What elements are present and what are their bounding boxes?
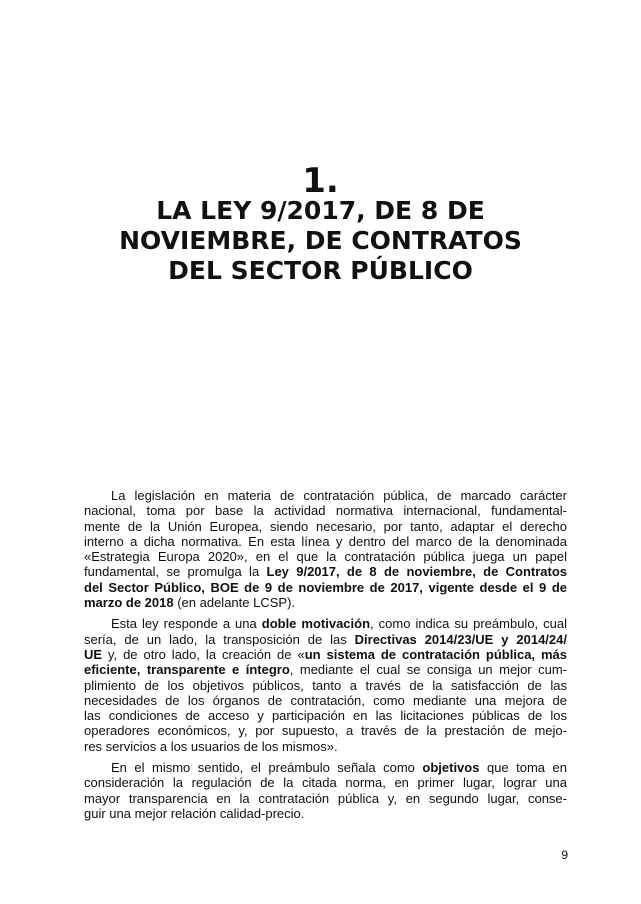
text-line xyxy=(84,616,567,631)
text-line xyxy=(84,488,567,503)
text-run: mente de la Unión Europea, siendo necesario, por tanto, adaptar el derecho xyxy=(84,518,567,534)
body-text xyxy=(84,488,567,827)
text-run: nacional, toma por base la actividad normativa internacional, fundamental- xyxy=(84,503,567,519)
text-run: La legislación en materia de contratación pública, de marcado carácter xyxy=(111,488,567,503)
bold-text: del Sector Público, BOE de 9 de noviembre de 2017, vigente desde el 9 de xyxy=(84,579,567,595)
bold-text: objetivos xyxy=(422,760,480,776)
text-run: consideración la regulación de la citada norma, en primer lugar, lograr una xyxy=(84,775,567,791)
text-line xyxy=(84,549,567,564)
bold-text: marzo de 2018 xyxy=(84,595,174,611)
chapter-title-line: LA LEY 9/2017, DE 8 DE xyxy=(156,196,485,225)
text-line xyxy=(84,632,567,647)
text-line xyxy=(84,503,567,518)
text-line xyxy=(84,534,567,549)
text-line xyxy=(84,708,567,723)
bold-text: un sistema de contratación pública, más xyxy=(304,646,567,662)
paragraph xyxy=(84,760,567,821)
text-line xyxy=(84,806,567,821)
text-line xyxy=(84,739,567,754)
text-line xyxy=(84,580,567,595)
text-run: y, de otro lado, la creación de « xyxy=(102,646,305,662)
text-run: , mediante el cual se consiga un mejor cum- xyxy=(289,662,567,678)
text-run: sería, de un lado, la transposición de las xyxy=(84,631,355,647)
bold-text: UE xyxy=(84,646,103,662)
text-run: res servicios a los usuarios de los mismos». xyxy=(84,738,338,754)
bold-text: eficiente, transparente e íntegro xyxy=(84,662,290,678)
text-run: guir una mejor relación calidad-precio. xyxy=(84,805,305,821)
bold-text: Directivas 2014/23/UE y 2014/24/ xyxy=(354,631,567,647)
text-line xyxy=(84,595,567,610)
text-run: (en adelante LCSP). xyxy=(173,595,296,611)
text-line xyxy=(84,775,567,790)
text-run: plimiento de los objetivos públicos, tanto a través de la satisfacción de las xyxy=(84,677,567,693)
text-run: operadores económicos, y, por supuesto, a través de la prestación de mejo- xyxy=(84,723,567,739)
text-run: , como indica su preámbulo, cual xyxy=(370,616,568,632)
paragraph xyxy=(84,616,567,754)
text-line xyxy=(84,564,567,579)
text-line xyxy=(84,647,567,662)
text-run: «Estrategia Europa 2020», en el que la contratación pública juega un papel xyxy=(84,549,567,565)
text-line xyxy=(84,693,567,708)
text-run: que toma en xyxy=(479,760,567,776)
text-run: necesidades de los órganos de contratación, como mediante una mejora de xyxy=(84,692,567,708)
text-run: fundamental, se promulga la xyxy=(84,564,267,580)
text-line xyxy=(84,519,567,534)
chapter-title-line: DEL SECTOR PÚBLICO xyxy=(168,256,473,285)
text-run: interno a dicha normativa. En esta línea y dentro del marco de la denominada xyxy=(84,533,567,549)
text-line xyxy=(84,723,567,738)
text-run: En el mismo sentido, el preámbulo señala como xyxy=(111,760,423,776)
text-run: mayor transparencia en la contratación pública y, en segundo lugar, conse- xyxy=(84,790,567,806)
bold-text: doble motivación xyxy=(261,616,371,632)
bold-text: Ley 9/2017, de 8 de noviembre, de Contratos xyxy=(266,564,568,580)
text-run: las condiciones de acceso y participación en las licitaciones públicas de los xyxy=(84,708,567,724)
chapter-title xyxy=(100,196,541,286)
text-run: Esta ley responde a una xyxy=(111,616,262,632)
chapter-number: 1. xyxy=(302,161,339,201)
paragraph xyxy=(84,488,567,610)
text-line xyxy=(84,678,567,693)
text-line xyxy=(84,760,567,775)
chapter-title-line: NOVIEMBRE, DE CONTRATOS xyxy=(119,226,522,255)
page-number: 9 xyxy=(561,848,568,862)
text-line xyxy=(84,791,567,806)
text-line xyxy=(84,662,567,677)
